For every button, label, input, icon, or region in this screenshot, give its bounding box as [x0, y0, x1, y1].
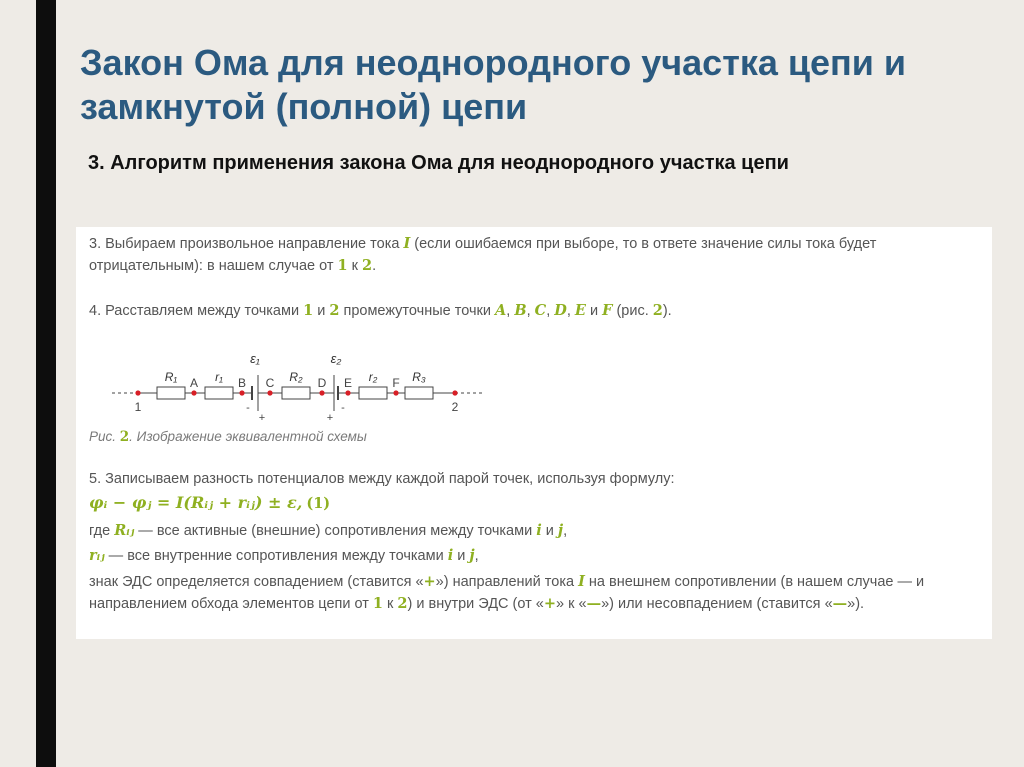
emf2-minus-sign: - — [341, 402, 345, 414]
line-emf-sign-rule: знак ЭДС определяется совпадением (ставится «+») направлений тока I на внешнем сопротивлении (в нашем случае — и направлением обхода элементов цепи от 1 к 2) и внутри ЭДС (от «+» к «—») или несовпадением (ставится «—»). — [89, 573, 925, 612]
line-Rij: где Rᵢⱼ — все активные (внешние) сопротивления между точками i и j, — [89, 522, 568, 539]
node-F-dot — [393, 390, 398, 395]
label-F: F — [392, 376, 400, 390]
slide-left-bar — [36, 0, 56, 767]
line-rij: rᵢⱼ — все внутренние сопротивления между точками i и j, — [89, 547, 479, 564]
label-point-2: 2 — [451, 400, 459, 414]
slide-title: Закон Ома для неоднородного участка цепи и замкнутой (полной) цепи — [80, 42, 907, 127]
label-C: C — [265, 376, 275, 390]
point-1-label: 1 — [337, 257, 348, 274]
slide-subtitle: 3. Алгоритм применения закона Ома для неоднородного участка цепи — [88, 152, 789, 174]
emf1-minus-sign: - — [246, 402, 250, 414]
equivalent-circuit-diagram — [112, 345, 492, 425]
label-emf1: ε₁ — [250, 351, 260, 366]
resistor-r2 — [359, 387, 387, 399]
label-R1: R₁ — [164, 370, 178, 384]
formula-line — [89, 492, 984, 515]
label-A: A — [189, 376, 199, 390]
current-symbol: I — [403, 235, 411, 252]
label-D: D — [317, 376, 327, 390]
figure-caption: Рис. 2. Изображение эквивалентной схемы — [89, 429, 367, 445]
node-D-dot — [319, 390, 324, 395]
step-5-intro: 5. Записываем разность потенциалов между каждой парой точек, используя формулу: — [89, 471, 675, 487]
node-E-dot — [345, 390, 350, 395]
step-4-paragraph: 4. Расставляем между точками 1 и 2 промежуточные точки A, B, C, D, E и F (рис. 2). — [89, 302, 672, 319]
resistor-R1 — [157, 387, 185, 399]
emf2-plus-sign: + — [326, 412, 334, 424]
label-R2: R₂ — [289, 370, 303, 384]
content-panel — [76, 227, 992, 639]
emf1-plus-sign: + — [258, 412, 266, 424]
label-point-1: 1 — [134, 400, 142, 414]
node-1-dot — [135, 390, 140, 395]
step-3-paragraph: 3. Выбираем произвольное направление тока I (если ошибаемся при выборе, то в ответе значение силы тока будет отрицательным): в нашем случае от 1 к 2. — [89, 235, 877, 274]
label-R3: R₃ — [412, 370, 426, 384]
node-B-dot — [239, 390, 244, 395]
node-2-dot — [452, 390, 457, 395]
node-A-dot — [191, 390, 196, 395]
point-2-label: 2 — [362, 257, 373, 274]
label-E: E — [343, 376, 353, 390]
label-r2: r₂ — [368, 370, 378, 384]
label-B: B — [237, 376, 247, 390]
label-r1: r₁ — [215, 370, 223, 384]
resistor-r1 — [205, 387, 233, 399]
resistor-R3 — [405, 387, 433, 399]
label-emf2: ε₂ — [330, 351, 342, 366]
resistor-R2 — [282, 387, 310, 399]
node-C-dot — [267, 390, 272, 395]
formula: φᵢ − φⱼ = I(Rᵢⱼ + rᵢⱼ) ± ε, — [89, 493, 303, 512]
equation-number: (1) — [306, 495, 331, 512]
